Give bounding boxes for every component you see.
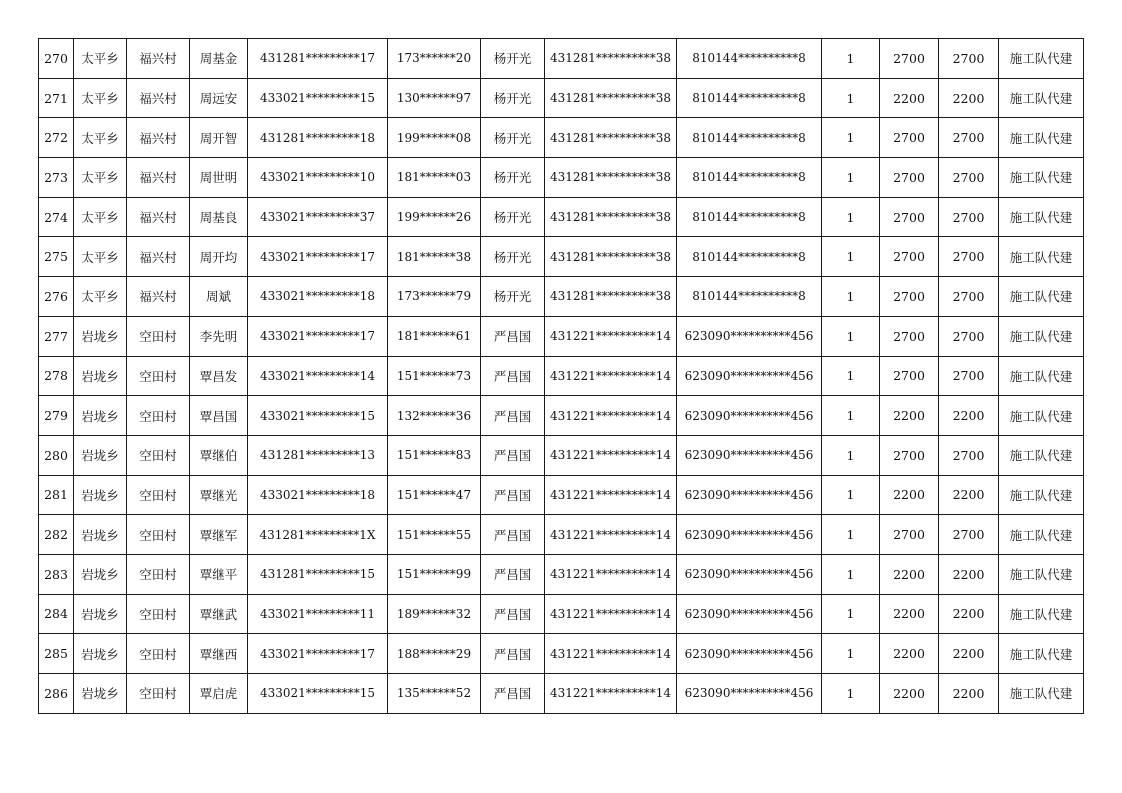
householder-name-cell: 李先明 (190, 316, 248, 356)
payee-id-cell: 431221**********14 (545, 475, 677, 515)
village-cell: 空田村 (127, 594, 190, 634)
unit-amount-cell: 2200 (880, 396, 939, 436)
subsidy-register-table (38, 38, 1084, 714)
phone-cell: 181******38 (388, 237, 481, 277)
id-number-cell: 433021*********15 (248, 674, 388, 714)
table-row (39, 118, 1084, 158)
payee-id-cell: 431281**********38 (545, 237, 677, 277)
bank-account-cell: 623090**********456 (677, 475, 822, 515)
village-cell: 福兴村 (127, 277, 190, 317)
payee-id-cell: 431221**********14 (545, 554, 677, 594)
payee-name-cell: 严昌国 (481, 435, 545, 475)
total-amount-cell: 2700 (939, 356, 999, 396)
row-number-cell: 285 (39, 634, 74, 674)
construction-method-cell: 施工队代建 (999, 634, 1084, 674)
bank-account-cell: 623090**********456 (677, 435, 822, 475)
payee-name-cell: 严昌国 (481, 396, 545, 436)
quantity-cell: 1 (822, 316, 880, 356)
total-amount-cell: 2200 (939, 396, 999, 436)
phone-cell: 173******79 (388, 277, 481, 317)
householder-name-cell: 覃继军 (190, 515, 248, 555)
unit-amount-cell: 2700 (880, 316, 939, 356)
payee-name-cell: 严昌国 (481, 674, 545, 714)
quantity-cell: 1 (822, 515, 880, 555)
id-number-cell: 433021*********18 (248, 475, 388, 515)
unit-amount-cell: 2700 (880, 158, 939, 198)
row-number-cell: 275 (39, 237, 74, 277)
payee-id-cell: 431281**********38 (545, 78, 677, 118)
unit-amount-cell: 2700 (880, 197, 939, 237)
payee-id-cell: 431221**********14 (545, 435, 677, 475)
payee-id-cell: 431281**********38 (545, 197, 677, 237)
id-number-cell: 433021*********14 (248, 356, 388, 396)
payee-id-cell: 431221**********14 (545, 594, 677, 634)
township-cell: 岩垅乡 (74, 435, 127, 475)
township-cell: 太平乡 (74, 277, 127, 317)
payee-name-cell: 杨开光 (481, 197, 545, 237)
construction-method-cell: 施工队代建 (999, 316, 1084, 356)
unit-amount-cell: 2200 (880, 634, 939, 674)
payee-name-cell: 杨开光 (481, 39, 545, 79)
township-cell: 岩垅乡 (74, 674, 127, 714)
unit-amount-cell: 2700 (880, 515, 939, 555)
id-number-cell: 431281*********15 (248, 554, 388, 594)
row-number-cell: 277 (39, 316, 74, 356)
payee-id-cell: 431221**********14 (545, 356, 677, 396)
row-number-cell: 282 (39, 515, 74, 555)
row-number-cell: 283 (39, 554, 74, 594)
row-number-cell: 284 (39, 594, 74, 634)
total-amount-cell: 2700 (939, 158, 999, 198)
quantity-cell: 1 (822, 158, 880, 198)
payee-id-cell: 431221**********14 (545, 634, 677, 674)
quantity-cell: 1 (822, 197, 880, 237)
id-number-cell: 433021*********10 (248, 158, 388, 198)
table-row (39, 396, 1084, 436)
unit-amount-cell: 2200 (880, 674, 939, 714)
row-number-cell: 278 (39, 356, 74, 396)
township-cell: 岩垅乡 (74, 475, 127, 515)
table-row (39, 316, 1084, 356)
id-number-cell: 433021*********15 (248, 78, 388, 118)
payee-name-cell: 严昌国 (481, 475, 545, 515)
unit-amount-cell: 2700 (880, 118, 939, 158)
quantity-cell: 1 (822, 118, 880, 158)
row-number-cell: 271 (39, 78, 74, 118)
table-row (39, 634, 1084, 674)
total-amount-cell: 2700 (939, 197, 999, 237)
householder-name-cell: 覃昌国 (190, 396, 248, 436)
table-row (39, 515, 1084, 555)
row-number-cell: 281 (39, 475, 74, 515)
id-number-cell: 433021*********18 (248, 277, 388, 317)
township-cell: 岩垅乡 (74, 634, 127, 674)
unit-amount-cell: 2200 (880, 554, 939, 594)
village-cell: 福兴村 (127, 197, 190, 237)
table-row (39, 39, 1084, 79)
quantity-cell: 1 (822, 634, 880, 674)
payee-id-cell: 431221**********14 (545, 674, 677, 714)
table-row (39, 435, 1084, 475)
phone-cell: 151******55 (388, 515, 481, 555)
bank-account-cell: 810144**********8 (677, 197, 822, 237)
payee-id-cell: 431221**********14 (545, 316, 677, 356)
householder-name-cell: 周世明 (190, 158, 248, 198)
bank-account-cell: 623090**********456 (677, 396, 822, 436)
table-row (39, 554, 1084, 594)
bank-account-cell: 623090**********456 (677, 316, 822, 356)
table-row (39, 674, 1084, 714)
township-cell: 岩垅乡 (74, 316, 127, 356)
unit-amount-cell: 2700 (880, 435, 939, 475)
householder-name-cell: 周远安 (190, 78, 248, 118)
village-cell: 空田村 (127, 316, 190, 356)
id-number-cell: 433021*********17 (248, 316, 388, 356)
unit-amount-cell: 2700 (880, 356, 939, 396)
total-amount-cell: 2200 (939, 554, 999, 594)
total-amount-cell: 2700 (939, 435, 999, 475)
village-cell: 福兴村 (127, 39, 190, 79)
table-row (39, 594, 1084, 634)
householder-name-cell: 周斌 (190, 277, 248, 317)
householder-name-cell: 覃继光 (190, 475, 248, 515)
quantity-cell: 1 (822, 277, 880, 317)
township-cell: 岩垅乡 (74, 356, 127, 396)
householder-name-cell: 覃启虎 (190, 674, 248, 714)
total-amount-cell: 2200 (939, 594, 999, 634)
village-cell: 空田村 (127, 515, 190, 555)
village-cell: 空田村 (127, 435, 190, 475)
township-cell: 太平乡 (74, 158, 127, 198)
unit-amount-cell: 2700 (880, 277, 939, 317)
payee-id-cell: 431281**********38 (545, 118, 677, 158)
phone-cell: 199******08 (388, 118, 481, 158)
payee-id-cell: 431221**********14 (545, 396, 677, 436)
payee-name-cell: 严昌国 (481, 554, 545, 594)
payee-name-cell: 杨开光 (481, 277, 545, 317)
construction-method-cell: 施工队代建 (999, 237, 1084, 277)
quantity-cell: 1 (822, 674, 880, 714)
table-row (39, 78, 1084, 118)
householder-name-cell: 周开智 (190, 118, 248, 158)
id-number-cell: 431281*********1X (248, 515, 388, 555)
payee-name-cell: 杨开光 (481, 118, 545, 158)
phone-cell: 181******61 (388, 316, 481, 356)
total-amount-cell: 2700 (939, 316, 999, 356)
total-amount-cell: 2700 (939, 118, 999, 158)
payee-id-cell: 431281**********38 (545, 277, 677, 317)
total-amount-cell: 2700 (939, 39, 999, 79)
township-cell: 岩垅乡 (74, 594, 127, 634)
row-number-cell: 280 (39, 435, 74, 475)
subsidy-register-sheet (38, 38, 1084, 714)
householder-name-cell: 覃昌发 (190, 356, 248, 396)
householder-name-cell: 覃继西 (190, 634, 248, 674)
table-row (39, 197, 1084, 237)
quantity-cell: 1 (822, 39, 880, 79)
construction-method-cell: 施工队代建 (999, 158, 1084, 198)
phone-cell: 181******03 (388, 158, 481, 198)
payee-id-cell: 431281**********38 (545, 39, 677, 79)
phone-cell: 173******20 (388, 39, 481, 79)
construction-method-cell: 施工队代建 (999, 118, 1084, 158)
construction-method-cell: 施工队代建 (999, 554, 1084, 594)
payee-name-cell: 严昌国 (481, 594, 545, 634)
id-number-cell: 431281*********17 (248, 39, 388, 79)
table-row (39, 158, 1084, 198)
phone-cell: 199******26 (388, 197, 481, 237)
total-amount-cell: 2200 (939, 78, 999, 118)
phone-cell: 151******47 (388, 475, 481, 515)
quantity-cell: 1 (822, 396, 880, 436)
payee-name-cell: 严昌国 (481, 634, 545, 674)
row-number-cell: 286 (39, 674, 74, 714)
total-amount-cell: 2700 (939, 277, 999, 317)
id-number-cell: 433021*********11 (248, 594, 388, 634)
village-cell: 福兴村 (127, 158, 190, 198)
quantity-cell: 1 (822, 435, 880, 475)
id-number-cell: 433021*********17 (248, 237, 388, 277)
village-cell: 福兴村 (127, 237, 190, 277)
construction-method-cell: 施工队代建 (999, 475, 1084, 515)
village-cell: 空田村 (127, 554, 190, 594)
village-cell: 福兴村 (127, 78, 190, 118)
village-cell: 空田村 (127, 634, 190, 674)
bank-account-cell: 623090**********456 (677, 674, 822, 714)
payee-name-cell: 严昌国 (481, 316, 545, 356)
bank-account-cell: 623090**********456 (677, 594, 822, 634)
table-row (39, 475, 1084, 515)
table-body (39, 39, 1084, 714)
householder-name-cell: 周基金 (190, 39, 248, 79)
phone-cell: 151******83 (388, 435, 481, 475)
construction-method-cell: 施工队代建 (999, 674, 1084, 714)
construction-method-cell: 施工队代建 (999, 515, 1084, 555)
township-cell: 太平乡 (74, 39, 127, 79)
payee-id-cell: 431281**********38 (545, 158, 677, 198)
quantity-cell: 1 (822, 554, 880, 594)
payee-id-cell: 431221**********14 (545, 515, 677, 555)
construction-method-cell: 施工队代建 (999, 78, 1084, 118)
unit-amount-cell: 2700 (880, 39, 939, 79)
phone-cell: 151******73 (388, 356, 481, 396)
table-row (39, 356, 1084, 396)
township-cell: 岩垅乡 (74, 396, 127, 436)
village-cell: 空田村 (127, 475, 190, 515)
householder-name-cell: 周基良 (190, 197, 248, 237)
bank-account-cell: 623090**********456 (677, 634, 822, 674)
payee-name-cell: 杨开光 (481, 78, 545, 118)
payee-name-cell: 严昌国 (481, 515, 545, 555)
bank-account-cell: 810144**********8 (677, 118, 822, 158)
bank-account-cell: 623090**********456 (677, 356, 822, 396)
quantity-cell: 1 (822, 356, 880, 396)
total-amount-cell: 2200 (939, 634, 999, 674)
village-cell: 福兴村 (127, 118, 190, 158)
township-cell: 太平乡 (74, 237, 127, 277)
row-number-cell: 272 (39, 118, 74, 158)
bank-account-cell: 810144**********8 (677, 277, 822, 317)
payee-name-cell: 杨开光 (481, 158, 545, 198)
village-cell: 空田村 (127, 396, 190, 436)
township-cell: 岩垅乡 (74, 515, 127, 555)
bank-account-cell: 810144**********8 (677, 237, 822, 277)
unit-amount-cell: 2200 (880, 475, 939, 515)
table-row (39, 277, 1084, 317)
total-amount-cell: 2700 (939, 515, 999, 555)
construction-method-cell: 施工队代建 (999, 396, 1084, 436)
row-number-cell: 276 (39, 277, 74, 317)
quantity-cell: 1 (822, 594, 880, 634)
unit-amount-cell: 2200 (880, 78, 939, 118)
bank-account-cell: 810144**********8 (677, 78, 822, 118)
id-number-cell: 433021*********17 (248, 634, 388, 674)
village-cell: 空田村 (127, 674, 190, 714)
id-number-cell: 431281*********13 (248, 435, 388, 475)
householder-name-cell: 覃继武 (190, 594, 248, 634)
bank-account-cell: 810144**********8 (677, 39, 822, 79)
construction-method-cell: 施工队代建 (999, 356, 1084, 396)
construction-method-cell: 施工队代建 (999, 39, 1084, 79)
bank-account-cell: 623090**********456 (677, 554, 822, 594)
row-number-cell: 279 (39, 396, 74, 436)
quantity-cell: 1 (822, 237, 880, 277)
phone-cell: 135******52 (388, 674, 481, 714)
householder-name-cell: 周开均 (190, 237, 248, 277)
row-number-cell: 270 (39, 39, 74, 79)
village-cell: 空田村 (127, 356, 190, 396)
id-number-cell: 431281*********18 (248, 118, 388, 158)
row-number-cell: 274 (39, 197, 74, 237)
phone-cell: 151******99 (388, 554, 481, 594)
total-amount-cell: 2200 (939, 674, 999, 714)
total-amount-cell: 2700 (939, 237, 999, 277)
householder-name-cell: 覃继伯 (190, 435, 248, 475)
bank-account-cell: 623090**********456 (677, 515, 822, 555)
township-cell: 太平乡 (74, 197, 127, 237)
unit-amount-cell: 2700 (880, 237, 939, 277)
unit-amount-cell: 2200 (880, 594, 939, 634)
township-cell: 岩垅乡 (74, 554, 127, 594)
phone-cell: 130******97 (388, 78, 481, 118)
payee-name-cell: 严昌国 (481, 356, 545, 396)
phone-cell: 132******36 (388, 396, 481, 436)
construction-method-cell: 施工队代建 (999, 277, 1084, 317)
bank-account-cell: 810144**********8 (677, 158, 822, 198)
total-amount-cell: 2200 (939, 475, 999, 515)
id-number-cell: 433021*********37 (248, 197, 388, 237)
phone-cell: 189******32 (388, 594, 481, 634)
table-row (39, 237, 1084, 277)
township-cell: 太平乡 (74, 118, 127, 158)
construction-method-cell: 施工队代建 (999, 594, 1084, 634)
township-cell: 太平乡 (74, 78, 127, 118)
id-number-cell: 433021*********15 (248, 396, 388, 436)
phone-cell: 188******29 (388, 634, 481, 674)
row-number-cell: 273 (39, 158, 74, 198)
construction-method-cell: 施工队代建 (999, 197, 1084, 237)
construction-method-cell: 施工队代建 (999, 435, 1084, 475)
payee-name-cell: 杨开光 (481, 237, 545, 277)
quantity-cell: 1 (822, 78, 880, 118)
householder-name-cell: 覃继平 (190, 554, 248, 594)
quantity-cell: 1 (822, 475, 880, 515)
